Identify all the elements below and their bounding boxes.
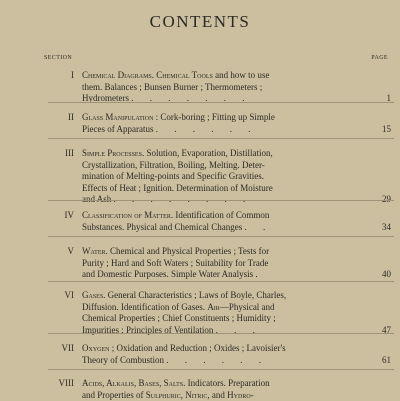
section-number: V: [48, 246, 74, 258]
section-description: [82, 70, 347, 105]
description-line: Substances. Physical and Chemical Changes . .: [82, 222, 347, 234]
page-number: 15: [361, 124, 391, 136]
entry-divider: [48, 138, 394, 139]
section-description: [82, 343, 347, 366]
section-description: [82, 210, 347, 233]
entry-divider: [48, 333, 394, 334]
page-number: 61: [361, 355, 391, 367]
description-line: Water. Chemical and Physical Properties ; Tests for: [82, 246, 347, 258]
description-line: Crystallization, Filtration, Boiling, Melting. Deter-: [82, 160, 347, 172]
entry-divider: [48, 281, 394, 282]
page-column-header: PAGE: [371, 55, 388, 61]
section-number: VI: [48, 290, 74, 302]
description-line: Impurities ; Principles of Ventilation . . .: [82, 325, 347, 337]
description-line: mination of Melting-points and Specific Gravities.: [82, 171, 347, 183]
section-description: [82, 290, 347, 336]
page-number: 29: [361, 194, 391, 206]
page-number: 40: [361, 269, 391, 281]
description-line: and Properties of Sulphuric, Nitric, and Hydro-: [82, 390, 347, 401]
description-line: Purity ; Hard and Soft Waters ; Suitability for Trade: [82, 258, 347, 270]
entry-divider: [48, 200, 394, 201]
section-description: [82, 246, 347, 281]
description-line: and Domestic Purposes. Simple Water Analysis .: [82, 269, 347, 281]
section-description: [82, 148, 347, 206]
description-line: Diffusion. Identification of Gases. Air—Physical and: [82, 302, 347, 314]
description-line: Chemical Properties ; Chief Constituents ; Humidity ;: [82, 313, 347, 325]
entry-divider: [48, 369, 394, 370]
page-title: CONTENTS: [0, 12, 400, 32]
section-number: VIII: [48, 378, 74, 390]
description-line: Glass Manipulation : Cork-boring ; Fitting up Simple: [82, 112, 347, 124]
page-number: 1: [361, 93, 391, 105]
section-number: I: [48, 70, 74, 82]
page-number: 34: [361, 222, 391, 234]
description-line: Simple Processes. Solution, Evaporation, Distillation,: [82, 148, 347, 160]
entry-divider: [48, 102, 394, 103]
section-number: II: [48, 112, 74, 124]
description-line: Hydrometers . . . . . . .: [82, 93, 347, 105]
description-line: Effects of Heat ; Ignition. Determination of Moisture: [82, 183, 347, 195]
description-line: Gases. General Characteristics ; Laws of Boyle, Charles,: [82, 290, 347, 302]
section-number: IV: [48, 210, 74, 222]
section-description: [82, 112, 347, 135]
entry-divider: [48, 236, 394, 237]
section-description: [82, 378, 347, 401]
description-line: Oxygen ; Oxidation and Reduction ; Oxides ; Lavoisier's: [82, 343, 347, 355]
description-line: Acids, Alkalis, Bases, Salts. Indicators. Preparation: [82, 378, 347, 390]
section-column-header: SECTION: [44, 55, 72, 61]
description-line: Theory of Combustion . . . . . .: [82, 355, 347, 367]
description-line: Classification of Matter. Identification of Common: [82, 210, 347, 222]
description-line: and Ash . . . . . . . .: [82, 194, 347, 206]
page-number: 47: [361, 325, 391, 337]
description-line: Pieces of Apparatus . . . . . .: [82, 124, 347, 136]
description-line: Chemical Diagrams. Chemical Tools and how to use: [82, 70, 347, 82]
section-number: VII: [48, 343, 74, 355]
section-number: III: [48, 148, 74, 160]
description-line: them. Balances ; Bunsen Burner ; Thermometers ;: [82, 82, 347, 94]
